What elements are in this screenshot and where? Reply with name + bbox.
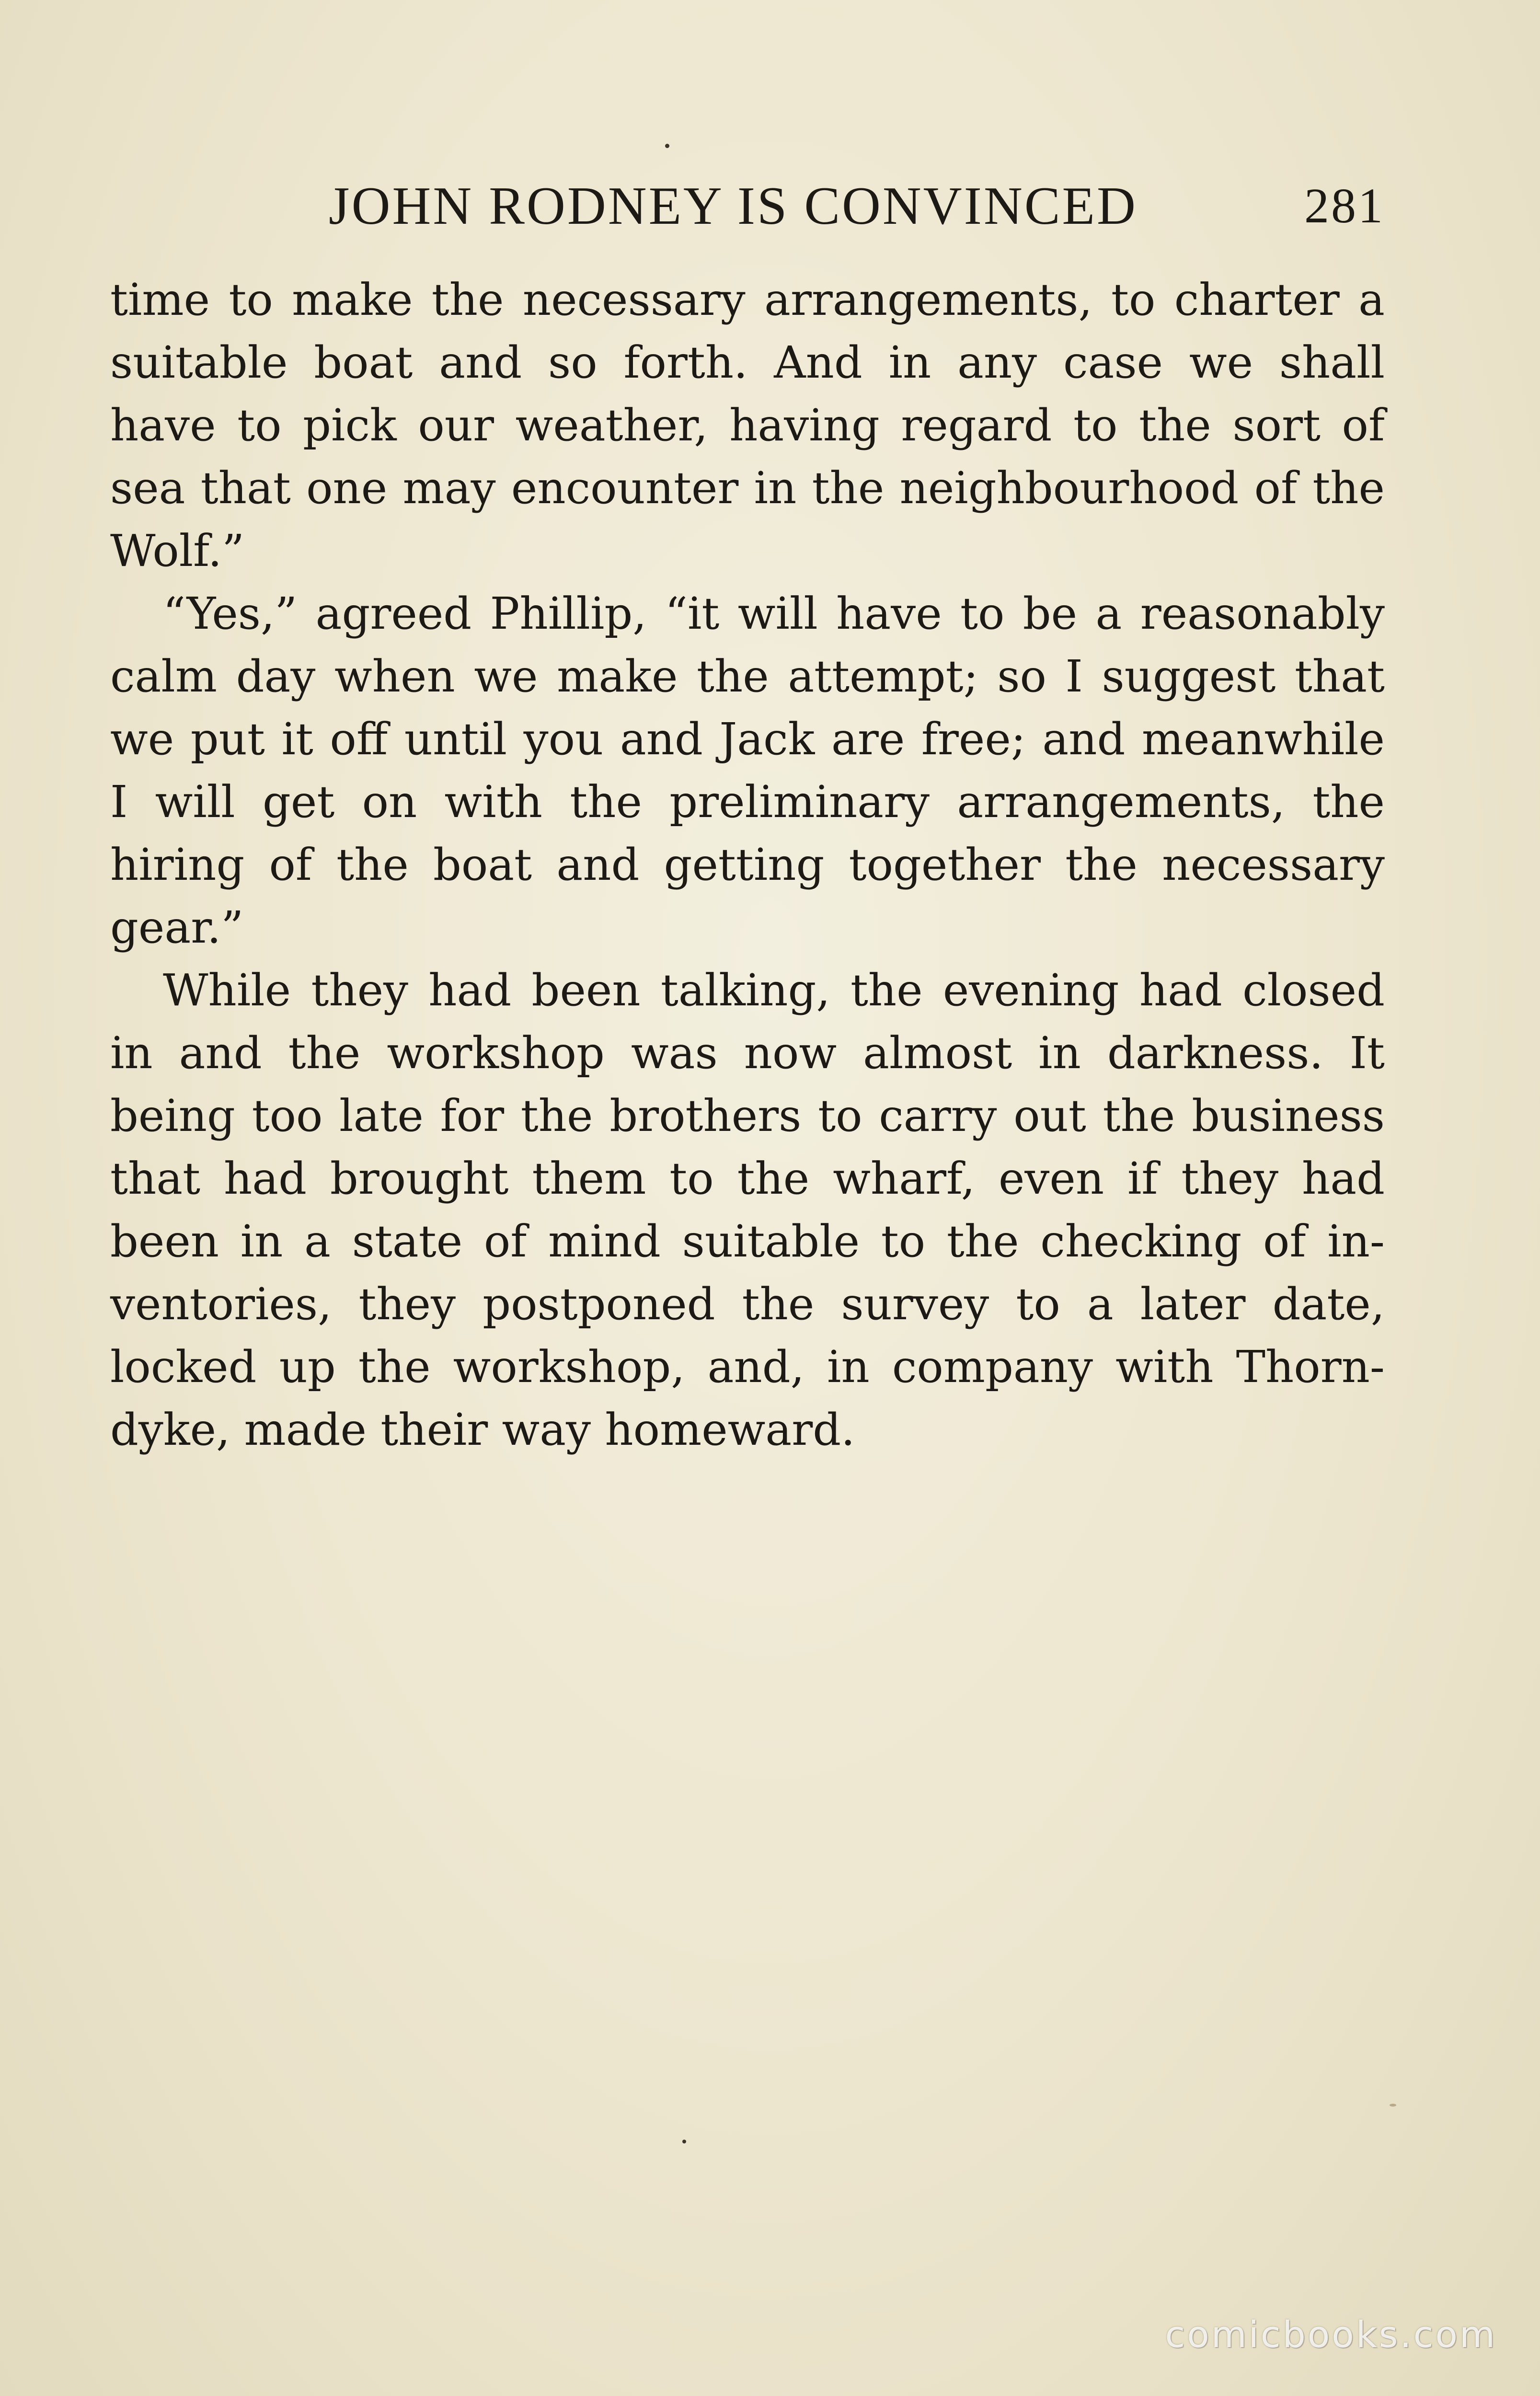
text-line: While they had been talking, the evening had closed	[163, 965, 1385, 1016]
text-line: dyke, made their way homeward.	[110, 1404, 855, 1455]
text-line: “Yes,” agreed Phillip, “it will have to be a reasonably	[163, 588, 1385, 639]
text-line: sea that one may encounter in the neighbourhood of the	[110, 462, 1385, 514]
text-line: ventories, they postponed the survey to a later date,	[110, 1279, 1385, 1330]
paper-speck	[1390, 2104, 1396, 2107]
text-line: suitable boat and so forth. And in any case we shall	[110, 337, 1385, 388]
page-number: 281	[1304, 178, 1385, 233]
text-line: have to pick our weather, having regard to the sort of	[110, 400, 1385, 451]
text-line: being too late for the brothers to carry out the business	[110, 1090, 1385, 1141]
text-line: that had brought them to the wharf, even if they had	[110, 1153, 1385, 1204]
text-line: time to make the necessary arrangements, to charter a	[110, 274, 1385, 325]
text-line: locked up the workshop, and, in company with Thorn-	[110, 1341, 1385, 1393]
running-head	[110, 173, 1385, 240]
text-line: been in a state of mind suitable to the checking of in-	[110, 1216, 1385, 1267]
text-line: calm day when we make the attempt; so I suggest that	[110, 651, 1385, 702]
text-line: in and the workshop was now almost in darkness. It	[110, 1027, 1385, 1079]
text-line: Wolf.”	[110, 525, 245, 576]
chapter-title: JOHN RODNEY IS CONVINCED	[329, 176, 1138, 236]
text-line: gear.”	[110, 902, 244, 953]
text-line: we put it off until you and Jack are free; and meanwhile	[110, 714, 1385, 765]
text-line: I will get on with the preliminary arrangements, the	[110, 776, 1385, 828]
paper-speck	[665, 144, 669, 148]
paper-speck	[682, 2140, 686, 2143]
text-line: hiring of the boat and getting together the necessary	[110, 839, 1385, 890]
watermark: comicbooks.com	[1165, 2313, 1497, 2356]
body-text	[110, 268, 1385, 1461]
